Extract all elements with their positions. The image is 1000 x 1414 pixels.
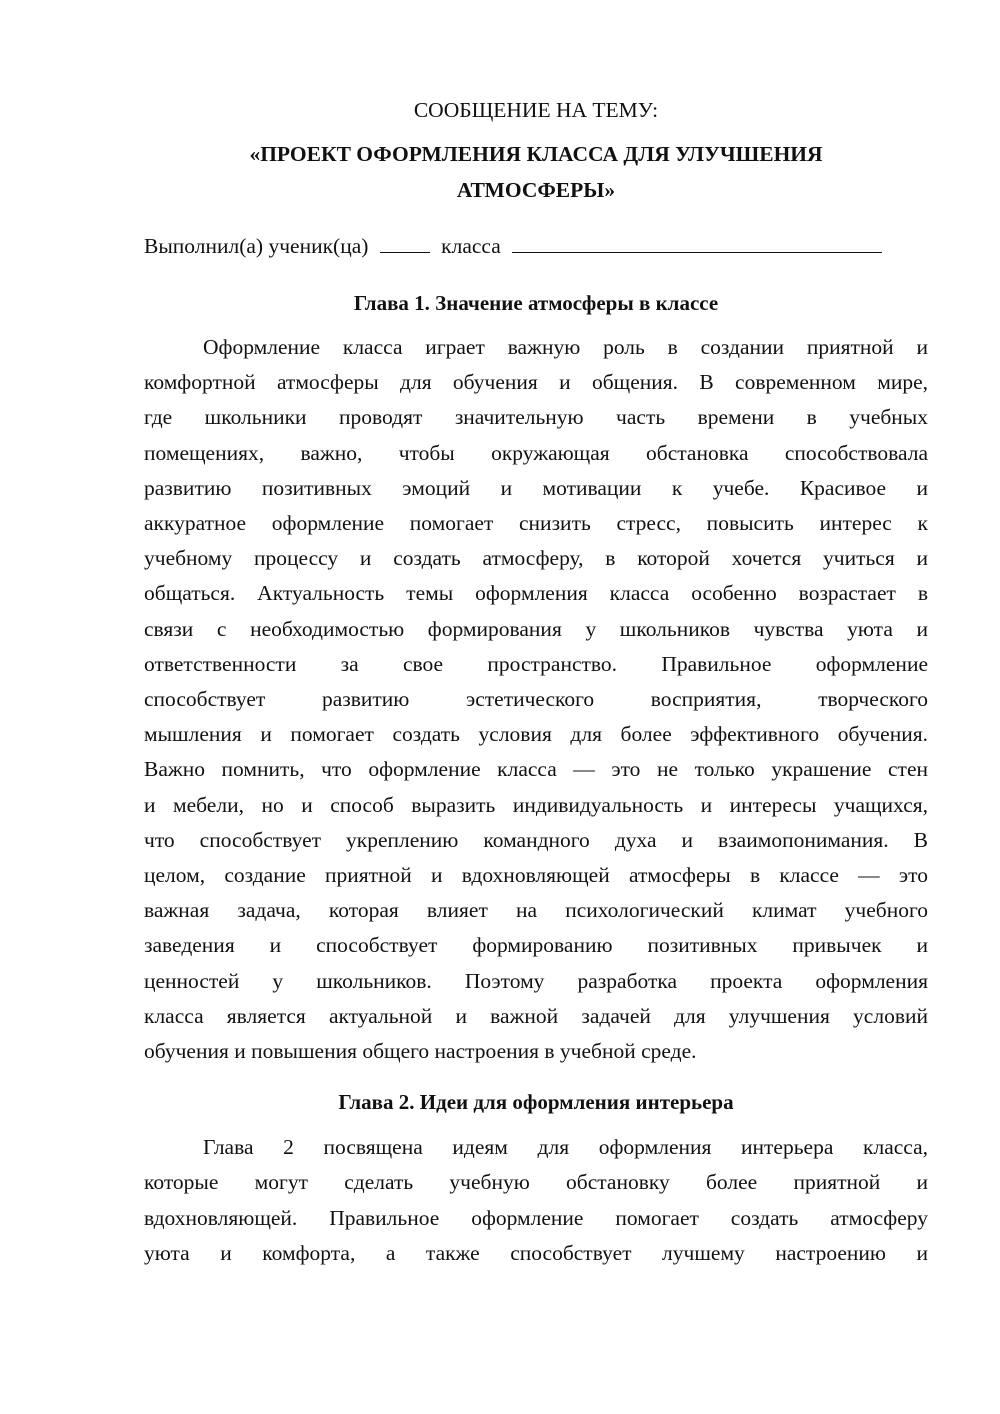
report-title-line-2: АТМОСФЕРЫ»	[456, 178, 616, 202]
report-title-line-1: «ПРОЕКТ ОФОРМЛЕНИЯ КЛАССА ДЛЯ УЛУЧШЕНИЯ	[249, 142, 823, 166]
chapter-2-title: Глава 2. Идеи для оформления интерьера	[338, 1090, 734, 1115]
paragraph-line: где школьники проводят значительную часть времени в учебных	[144, 405, 928, 430]
paragraph-line: Оформление класса играет важную роль в создании приятной и	[203, 335, 928, 359]
paragraph-line: важная задача, которая влияет на психологический климат учебного	[144, 898, 928, 923]
paragraph-line: ответственности за свое пространство. Правильное оформление	[144, 651, 928, 676]
document-content	[144, 90, 928, 1271]
paragraph-line: мышления и помогает создать условия для более эффективного обучения.	[144, 722, 928, 747]
paragraph-line: комфортной атмосферы для обучения и общения. В современном мире,	[144, 370, 928, 395]
paragraph-line: развитию позитивных эмоций и мотивации к учебе. Красивое и	[144, 475, 928, 500]
performed-by-label: Выполнил(а) ученик(ца)	[144, 234, 369, 258]
paragraph-line: обучения и повышения общего настроения в учебной среде.	[144, 1039, 697, 1064]
paragraph-line: помещениях, важно, чтобы окружающая обстановка способствовала	[144, 440, 928, 465]
paragraph-line: вдохновляющей. Правильное оформление помогает создать атмосферу	[144, 1205, 928, 1230]
paragraph-line: Глава 2 посвящена идеям для оформления интерьера класса,	[203, 1135, 928, 1160]
paragraph-line: учебному процессу и создать атмосферу, в которой хочется учиться и	[144, 546, 928, 571]
class-label: класса	[441, 234, 501, 258]
signature-line	[144, 231, 928, 261]
class-letter-blank	[512, 234, 882, 253]
paragraph-line: Важно помнить, что оформление класса — это не только украшение стен	[144, 757, 928, 782]
grade-blank	[380, 234, 430, 253]
paragraph-line: что способствует укреплению командного духа и взаимопонимания. В	[144, 827, 928, 852]
paragraph-line: класса является актуальной и важной задачей для улучшения условий	[144, 1003, 928, 1028]
chapter-1-paragraph	[144, 330, 928, 1069]
paragraph-line: заведения и способствует формированию позитивных привычек и	[144, 933, 928, 958]
paragraph-line: связи с необходимостью формирования у школьников чувства уюта и	[144, 616, 928, 641]
chapter-2-paragraph	[144, 1130, 928, 1271]
paragraph-line: ценностей у школьников. Поэтому разработка проекта оформления	[144, 968, 928, 993]
paragraph-line: которые могут сделать учебную обстановку более приятной и	[144, 1170, 928, 1195]
paragraph-line: уюта и комфорта, а также способствует лучшему настроению и	[144, 1240, 928, 1265]
report-type-heading: СООБЩЕНИЕ НА ТЕМУ:	[413, 98, 659, 122]
paragraph-line: общаться. Актуальность темы оформления класса особенно возрастает в	[144, 581, 928, 606]
paragraph-line: целом, создание приятной и вдохновляющей атмосферы в классе — это	[144, 863, 928, 888]
paragraph-line: аккуратное оформление помогает снизить стресс, повысить интерес к	[144, 511, 928, 536]
chapter-1-title: Глава 1. Значение атмосферы в классе	[353, 291, 719, 315]
paragraph-line: и мебели, но и способ выразить индивидуальность и интересы учащихся,	[144, 792, 928, 817]
paragraph-line: способствует развитию эстетического восприятия, творческого	[144, 687, 928, 712]
